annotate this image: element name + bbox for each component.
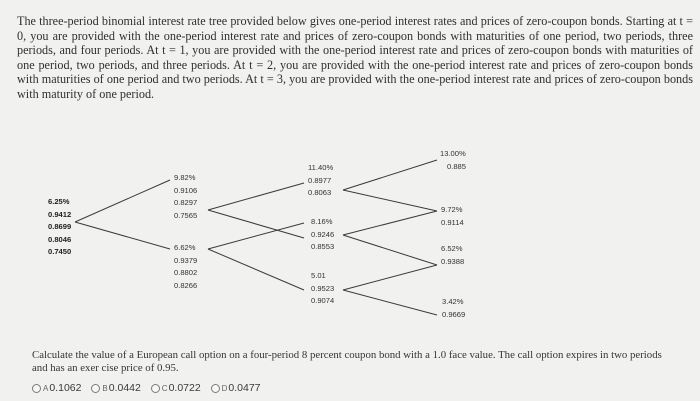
radio-icon[interactable] bbox=[151, 384, 160, 393]
branch-t0-up bbox=[75, 180, 170, 222]
node-t0-price-1: 0.9412 bbox=[48, 209, 72, 219]
option-c[interactable] bbox=[151, 382, 201, 394]
node-t1-up-price-2: 0.8297 bbox=[174, 198, 198, 207]
node-t3-2-price: 0.9114 bbox=[441, 217, 464, 227]
option-d-letter: D bbox=[221, 383, 228, 393]
node-t1-down bbox=[174, 242, 197, 292]
node-t3-1 bbox=[440, 148, 466, 173]
node-t3-4-price: 0.9669 bbox=[442, 309, 466, 319]
node-t1-down-price-3: 0.8266 bbox=[174, 280, 198, 290]
node-t0-price-2: 0.8699 bbox=[48, 222, 72, 231]
radio-icon[interactable] bbox=[32, 384, 41, 393]
branch-t2down-up bbox=[343, 265, 437, 290]
option-a-value: 0.1062 bbox=[49, 382, 82, 394]
node-t2-up-price-2: 0.8063 bbox=[308, 188, 332, 197]
problem-intro: The three-period binomial interest rate tree provided below gives one-period interest rates and prices of zero-coupon bonds. Starting at t = 0, you are provided with the one-period interest rate and prices of zero-coupon bonds with maturities of one period, two periods, three periods, and four periods. At t = 1, you are provided with the one-period interest rate and prices of zero-coupon bonds with maturities of one period, two periods, and three periods. At t = 2, you are provided with the one-period interest rate and prices of zero-coupon bonds with maturities of one period and two periods. At t = 3, you are provided with the one-period interest rate and prices of zero-coupon bonds with maturity of one period. bbox=[17, 14, 693, 101]
node-t2-mid-price-2: 0.8553 bbox=[311, 242, 335, 251]
node-t0-price-4: 0.7450 bbox=[48, 247, 72, 256]
node-t2-down-price-1: 0.9523 bbox=[311, 283, 335, 293]
node-t1-up-price-3: 0.7565 bbox=[174, 210, 198, 220]
node-t3-3-price: 0.9388 bbox=[441, 256, 465, 266]
node-t2-down-price-2: 0.9074 bbox=[311, 296, 335, 305]
option-b[interactable] bbox=[91, 382, 140, 394]
node-t0-price-3: 0.8046 bbox=[48, 234, 72, 244]
node-t1-down-price-2: 0.8802 bbox=[174, 268, 198, 277]
node-t3-4 bbox=[442, 296, 465, 321]
option-c-value: 0.0722 bbox=[168, 382, 201, 394]
node-t1-down-price-1: 0.9379 bbox=[174, 255, 198, 265]
branch-t2down-down bbox=[343, 290, 437, 315]
node-t3-3 bbox=[441, 243, 464, 268]
option-c-letter: C bbox=[161, 383, 168, 393]
answer-options bbox=[32, 382, 268, 396]
option-b-letter: B bbox=[102, 383, 108, 393]
node-t2-mid bbox=[311, 216, 334, 254]
node-t2-up-price-1: 0.8977 bbox=[308, 175, 332, 185]
node-t2-up bbox=[308, 162, 333, 200]
node-t3-1-rate: 13.00% bbox=[440, 149, 466, 158]
node-t1-down-rate: 6.62% bbox=[174, 243, 196, 252]
node-t2-down bbox=[311, 270, 334, 308]
binomial-tree bbox=[0, 120, 700, 335]
option-d-value: 0.0477 bbox=[228, 382, 261, 394]
question-text: Calculate the value of a European call option on a four-period 8 percent coupon bond with a 1.0 face value. The call option expires in two periods and has an exer cise price of 0.95. bbox=[32, 349, 662, 374]
node-t1-up bbox=[174, 172, 197, 222]
radio-icon[interactable] bbox=[91, 384, 100, 393]
branch-t2mid-down bbox=[343, 235, 437, 265]
option-b-value: 0.0442 bbox=[108, 382, 141, 394]
branch-t1up-down bbox=[208, 210, 304, 238]
node-t1-up-rate: 9.82% bbox=[174, 173, 196, 182]
radio-icon[interactable] bbox=[211, 384, 220, 393]
branch-t0-down bbox=[75, 222, 170, 249]
node-t2-down-rate: 5.01 bbox=[311, 271, 326, 280]
node-t2-mid-price-1: 0.9246 bbox=[311, 229, 335, 239]
tree-branches bbox=[0, 120, 700, 335]
node-t3-2 bbox=[441, 204, 464, 229]
branch-t2mid-up bbox=[343, 211, 437, 235]
node-t3-2-rate: 9.72% bbox=[441, 205, 463, 214]
node-t2-up-rate: 11.40% bbox=[308, 163, 334, 172]
node-t3-3-rate: 6.52% bbox=[441, 244, 463, 253]
node-t1-up-price-1: 0.9106 bbox=[174, 185, 198, 195]
node-t2-mid-rate: 8.16% bbox=[311, 217, 333, 226]
option-d[interactable] bbox=[211, 382, 261, 394]
node-t3-1-price: 0.885 bbox=[447, 161, 467, 171]
branch-t1down-down bbox=[208, 249, 304, 290]
branch-t1down-up bbox=[208, 223, 304, 249]
option-a-letter: A bbox=[43, 383, 49, 393]
branch-t1up-up bbox=[208, 183, 304, 210]
node-t0-rate: 6.25% bbox=[48, 197, 70, 206]
branch-t2up-up bbox=[343, 160, 437, 190]
option-a[interactable] bbox=[32, 382, 81, 394]
node-t3-4-rate: 3.42% bbox=[442, 297, 464, 306]
branch-t2up-down bbox=[343, 190, 437, 211]
node-t0 bbox=[48, 196, 71, 259]
